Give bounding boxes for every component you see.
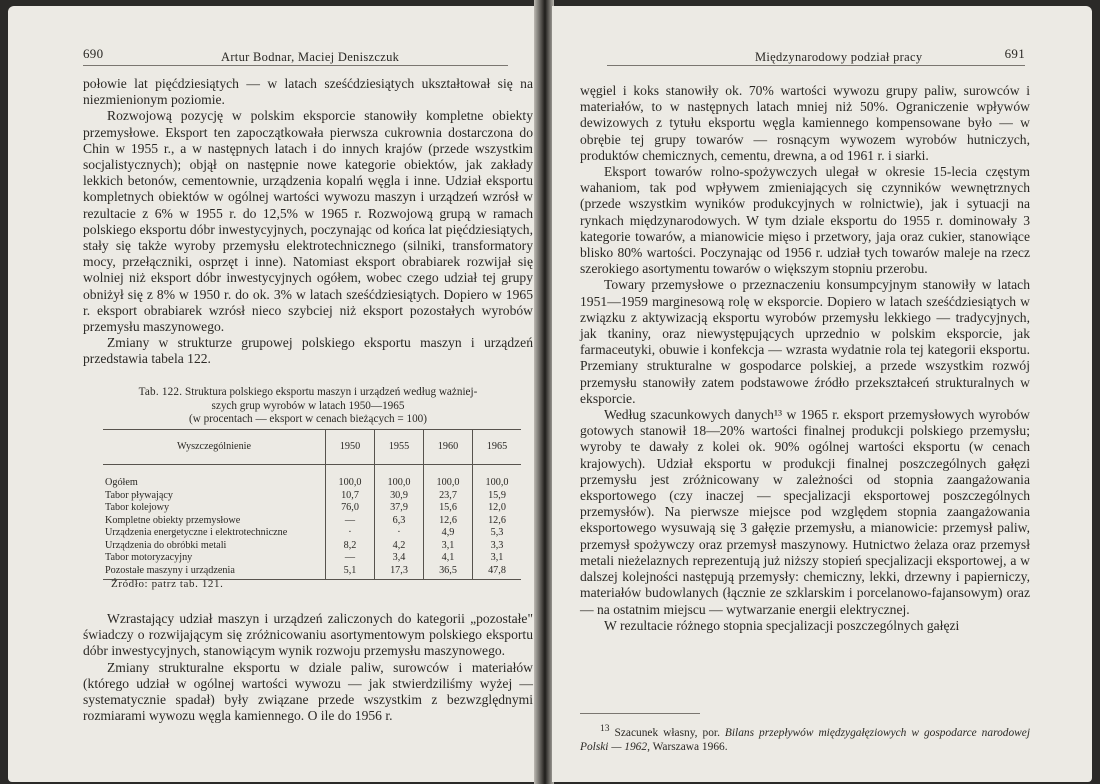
footnote-title: Bilans przepływów międzygałęziowych w gospodarce narodowej Polski — 1962 bbox=[580, 726, 1030, 753]
paragraph: Towary przemysłowe o przeznaczeniu konsumpcyjnym stanowiły w latach 1951—1959 marginesową rolę w eksporcie. Dopiero w latach sześćdziesiątych w związku z aktywizacją eksportu wyrobów przemysłu lekkiego — tradycyjnych, jak tkaniny, oraz niewystępujących uprzednio w polskim eksporcie, jak farmaceutyki, obuwie i konfekcja — wzrasta wydatnie rola tej kategorii eksportu. Przemiany strukturalne w gospodarce polskiej, a przede wszystkim rozwój przemysłu stanowiły zatem podstawowe źródło przekształceń strukturalnych w eksporcie. bbox=[580, 277, 1030, 406]
column-header: 1955 bbox=[375, 430, 424, 465]
footnote-text-end: , Warszawa 1966. bbox=[647, 740, 728, 753]
cell: 5,1 bbox=[326, 565, 375, 580]
cell: 17,3 bbox=[375, 565, 424, 580]
cell: 37,9 bbox=[375, 502, 424, 515]
cell: 12,6 bbox=[424, 515, 473, 528]
caption-line bbox=[83, 386, 533, 400]
column-header: Wyszczególnienie bbox=[103, 430, 326, 465]
table-row bbox=[103, 465, 521, 490]
structure-table bbox=[103, 429, 521, 580]
table-row bbox=[103, 502, 521, 515]
footnote-divider bbox=[580, 713, 700, 714]
row-label: Kompletne obiekty przemysłowe bbox=[105, 514, 241, 526]
column-header: 1950 bbox=[326, 430, 375, 465]
table-header-row bbox=[103, 430, 521, 465]
cell: 30,9 bbox=[375, 490, 424, 503]
row-label: Tabor motoryzacyjny bbox=[105, 552, 193, 563]
paragraph: Eksport towarów rolno-spożywczych ulegał w okresie 15-lecia częstym wahaniom, tak pod wpływem zmieniających się czynników wewnętrznych (przede wszystkim wyników produkcyjnych w rolnictwie), jak i sytuacji na rynkach międzynarodowych. W tym dziale eksportu do 1955 r. dominowały 3 kategorie towarów, a mianowicie mięso i przetwory, jaja oraz cukier, stanowiące blisko 80% wartości. Poczynając od 1956 r. udział tych towarów maleje na rzecz szerokiego asortymentu towarów o większym stopniu przerobu. bbox=[580, 164, 1030, 277]
source-label: Źródło: bbox=[111, 578, 149, 590]
paragraph: węgiel i koks stanowiły ok. 70% wartości wywozu grupy paliw, surowców i materiałów, to w następnych latach mniej niż 50%. Ograniczenie wpływów dewizowych z tytułu eksportu węgla kamiennego kompensowane było — w obrębie tej grupy towarów — rosnącym wywozem wyrobów hutniczych, produktów chemicznych, cementu, drewna, a od 1961 r. i siarki. bbox=[580, 83, 1030, 163]
paragraph: W rezultacie różnego stopnia specjalizacji poszczególnych gałęzi bbox=[604, 617, 960, 633]
cell: 100,0 bbox=[326, 465, 375, 490]
paragraph: połowie lat pięćdziesiątych — w latach sześćdziesiątych ukształtował się na niezmienionym poziomie. bbox=[83, 76, 533, 108]
table-row bbox=[103, 490, 521, 503]
caption-line: (w procentach — eksport w cenach bieżących = 100) bbox=[188, 413, 428, 425]
paragraph: Rozwojową pozycję w polskim eksporcie stanowiły kompletne obiekty przemysłowe. Eksport ten zapoczątkowała pierwsza cukrownia dostarczona do Chin w 1955 r., a w następnych latach i do innych krajów (przede wszystkim socjalistycznych); objął on następnie nowe kategorie obiektów, jak zakłady lekkich betonów, cementownie, urządzenia kopalń węgla i inne. Udział eksportu kompletnych obiektów w ogólnej wartości wywozu maszyn i urządzeń wzrósł w rezultacie z 6% w 1955 r. do 12,5% w 1965 r. Rozwojową grupą w ramach polskiego eksportu dóbr inwestycyjnych, poczynając od końca lat pięćdziesiątych, stały się także wyroby przemysłu elektrotechnicznego (silniki, transformatory mocy, przełączniki, osprzęt i inne). Natomiast eksport obrabiarek rozwijał się wolniej niż eksport dóbr inwestycyjnych ogółem, wobec czego udział tej grupy obniżył się z 8% w 1950 r. do ok. 3% w latach sześćdziesiątych. Dopiero w 1965 r. eksport obrabiarek wzrósł nieco szybciej niż eksport pozostałych wyrobów przemysłu maszynowego. bbox=[83, 108, 533, 335]
left-body-text-bottom bbox=[83, 611, 533, 724]
page-number: 691 bbox=[1004, 46, 1025, 61]
running-title: Artur Bodnar, Maciej Deniszczuk bbox=[221, 50, 400, 64]
cell: 36,5 bbox=[424, 565, 473, 580]
row-label: Urządzenia do obróbki metali bbox=[105, 539, 227, 551]
footnote-marker: 13 bbox=[600, 724, 610, 734]
cell: 4,9 bbox=[424, 527, 473, 540]
right-page bbox=[552, 6, 1092, 782]
cell: 47,8 bbox=[473, 565, 522, 580]
table-source bbox=[111, 578, 224, 590]
cell: 76,0 bbox=[326, 502, 375, 515]
source-text: patrz tab. 121. bbox=[151, 578, 224, 590]
cell: · bbox=[375, 527, 424, 540]
cell: 100,0 bbox=[473, 465, 522, 490]
cell: — bbox=[326, 515, 375, 528]
footnote-text: Szacunek własny, por. bbox=[614, 726, 720, 739]
cell: 3,4 bbox=[375, 552, 424, 565]
cell: 5,3 bbox=[473, 527, 522, 540]
caption-line: szych grup wyrobów w latach 1950—1965 bbox=[211, 399, 405, 412]
cell: 100,0 bbox=[375, 465, 424, 490]
cell: 12,6 bbox=[473, 515, 522, 528]
table-row bbox=[103, 540, 521, 553]
row-label: Tabor pływający bbox=[105, 489, 174, 501]
cell: 4,1 bbox=[424, 552, 473, 565]
caption-label: Tab. 122. bbox=[138, 386, 183, 398]
paragraph: Zmiany strukturalne eksportu w dziale paliw, surowców i materiałów (którego udział w ogólnej wartości wywozu — jak stwierdziliśmy wyżej — systematycznie spadał) były związane przede wszystkim z bezwzględnymi rozmiarami wywozu węgla kamiennego. O ile do 1956 r. bbox=[83, 659, 533, 724]
table-caption bbox=[83, 386, 533, 427]
paragraph: Według szacunkowych danych¹³ w 1965 r. eksport przemysłowych wyrobów gotowych stanowił 18—20% wartości finalnej produkcji polskiego przemysłu; wyroby te dawały z kolei ok. 90% ogólnej wartości eksportu (w cenach krajowych). Udział eksportu w produkcji finalnej poszczególnych gałęzi przemysłu jest zróżnicowany w zależności od stopnia zaangażowania eksportowego (czy inaczej — specjalizacji eksportowej poszczególnych przemysłów). Na pierwsze miejsce pod względem stopnia zaangażowania eksportowego wysuwają się 3 gałęzie przemysłu, a mianowicie: przemysł paliw, przemysł spożywczy oraz przemysł maszynowy. Hutnictwo żelaza oraz przemysł metali nieżelaznych reprezentują już niższy stopień specjalizacji eksportowej, a w dalszej kolejności następują przemysły: chemiczny, lekki, drzewny i papierniczy, materiałów budowlanych (łącznie ze szklarskim i porcelanowo-fajansowym) oraz — na ostatnim miejscu — wytwarzanie energii elektrycznej. bbox=[580, 407, 1030, 617]
right-page-header bbox=[607, 46, 1025, 66]
cell: — bbox=[326, 552, 375, 565]
cell: · bbox=[326, 527, 375, 540]
row-label: Urządzenia energetyczne i elektrotechniczne bbox=[105, 527, 288, 538]
cell: 100,0 bbox=[424, 465, 473, 490]
row-label: Tabor kolejowy bbox=[105, 502, 170, 513]
cell: 6,3 bbox=[375, 515, 424, 528]
cell: 8,2 bbox=[326, 540, 375, 553]
right-body-text bbox=[580, 83, 1030, 634]
book-gutter bbox=[534, 0, 554, 784]
row-label: Ogółem bbox=[105, 477, 138, 488]
column-header: 1965 bbox=[473, 430, 522, 465]
row-label: Pozostałe maszyny i urządzenia bbox=[103, 565, 326, 580]
paragraph: Wzrastający udział maszyn i urządzeń zaliczonych do kategorii „pozostałe" świadczy o rozwijającym się zróżnicowaniu asortymentowym polskiego eksportu dóbr inwestycyjnych, stanowiącym wynik rozwoju przemysłu maszynowego. bbox=[83, 611, 533, 659]
cell: 3,1 bbox=[473, 552, 522, 565]
cell: 23,7 bbox=[424, 490, 473, 503]
running-title: Międzynarodowy podział pracy bbox=[755, 50, 923, 64]
left-body-text-top bbox=[83, 76, 533, 368]
table-row bbox=[103, 552, 521, 565]
table-row bbox=[103, 515, 521, 528]
cell: 15,9 bbox=[473, 490, 522, 503]
caption-text: Struktura polskiego eksportu maszyn i urządzeń według ważniej- bbox=[185, 386, 478, 398]
cell: 4,2 bbox=[375, 540, 424, 553]
left-page bbox=[8, 6, 536, 782]
footnote bbox=[580, 722, 1030, 754]
page-number: 690 bbox=[83, 46, 104, 61]
table-row bbox=[103, 527, 521, 540]
cell: 12,0 bbox=[473, 502, 522, 515]
cell: 10,7 bbox=[326, 490, 375, 503]
cell: 3,3 bbox=[473, 540, 522, 553]
column-header: 1960 bbox=[424, 430, 473, 465]
cell: 3,1 bbox=[424, 540, 473, 553]
left-page-header bbox=[83, 46, 508, 66]
cell: 15,6 bbox=[424, 502, 473, 515]
paragraph: Zmiany w strukturze grupowej polskiego eksportu maszyn i urządzeń przedstawia tabela 122. bbox=[83, 335, 533, 367]
